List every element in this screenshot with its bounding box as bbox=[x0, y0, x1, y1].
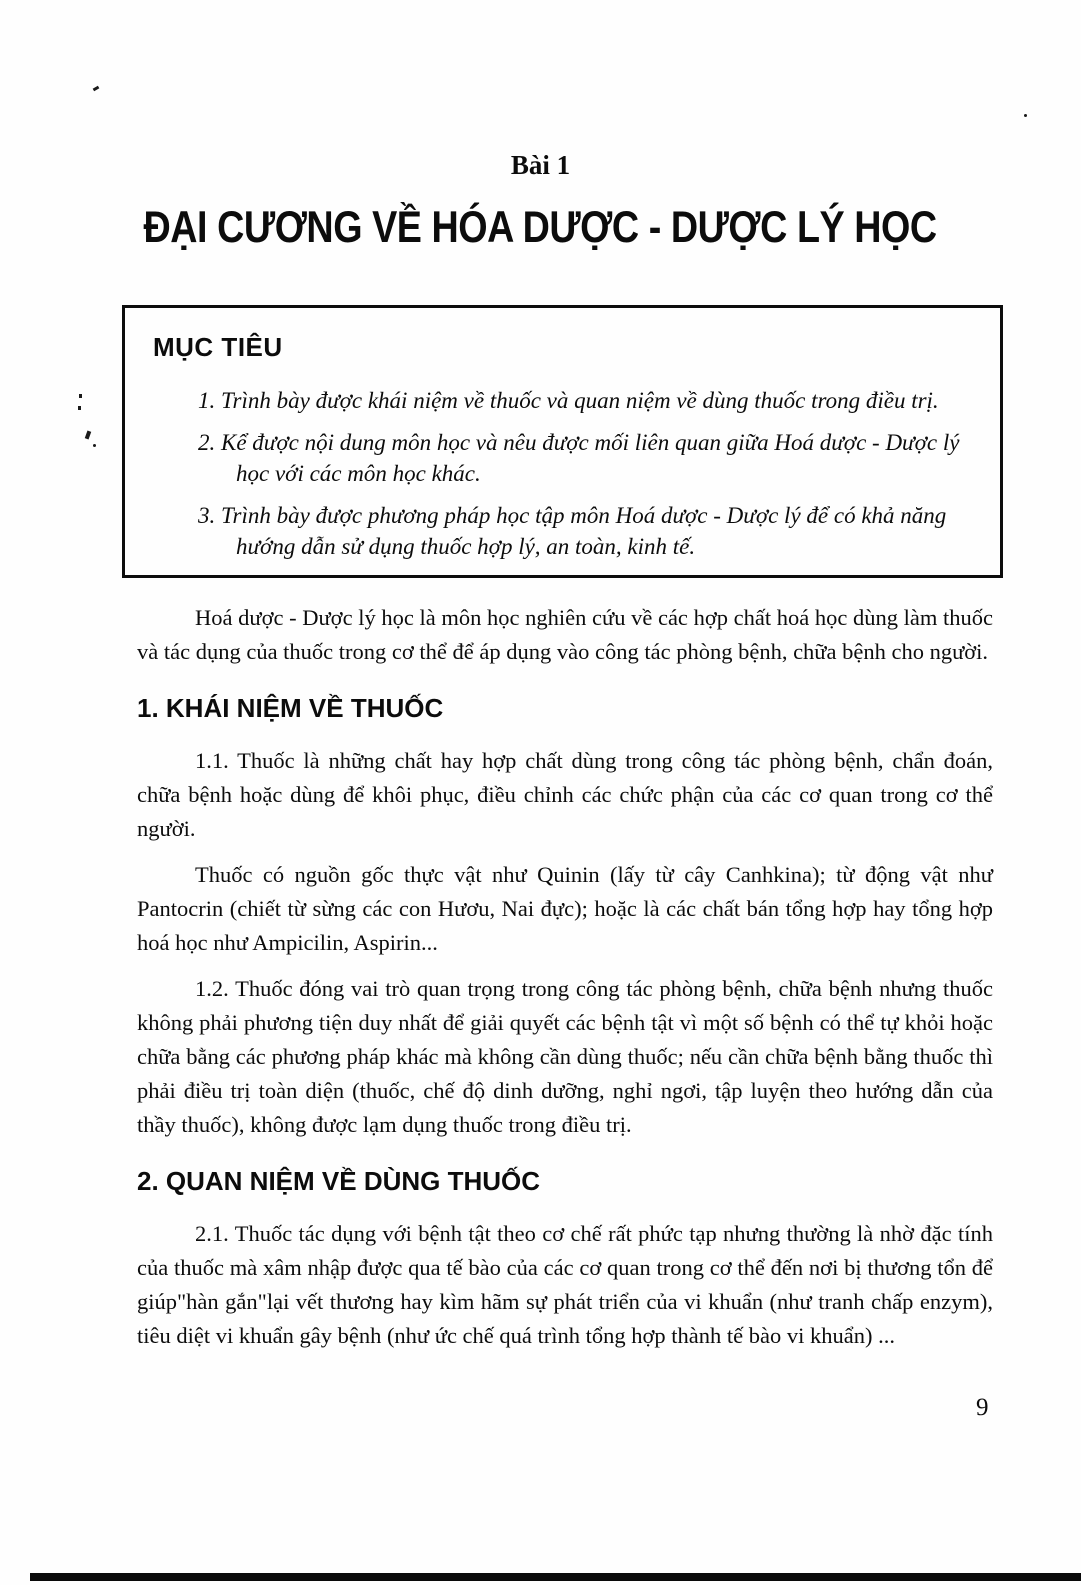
section-1-heading: 1. KHÁI NIỆM VỀ THUỐC bbox=[137, 693, 444, 723]
scan-artifact bbox=[93, 86, 100, 92]
lesson-number: Bài 1 bbox=[510, 150, 571, 180]
scan-artifact bbox=[79, 394, 82, 398]
scan-edge-bar bbox=[30, 1573, 1081, 1581]
intro-paragraph: Hoá dược - Dược lý học là môn học nghiên cứu về các hợp chất hoá học dùng làm thuốc và tác dụng của thuốc trong cơ thể để áp dụng vào công tác phòng bệnh, chữa bệnh cho người. bbox=[137, 605, 993, 664]
objectives-box bbox=[122, 305, 1003, 578]
objective-item: 2. Kể được nội dung môn học và nêu được mối liên quan giữa Hoá dược - Dược lý học với các môn học khác. bbox=[198, 430, 960, 486]
page-number: 9 bbox=[976, 1394, 989, 1421]
objectives-list bbox=[198, 385, 970, 562]
section-2-heading: 2. QUAN NIỆM VỀ DÙNG THUỐC bbox=[137, 1166, 541, 1196]
scan-artifact bbox=[1024, 114, 1027, 117]
paragraph-1-2: 1.2. Thuốc đóng vai trò quan trọng trong công tác phòng bệnh, chữa bệnh nhưng thuốc không phải phương tiện duy nhất để giải quyết các bệnh tật vì một số bệnh có thể tự khỏi hoặc chữa bằng các phương pháp khác mà không cần dùng thuốc; nếu cần chữa bệnh bằng thuốc thì phải điều trị toàn diện (thuốc, chế độ dinh dưỡng, nghỉ ngơi, tập luyện theo hướng dẫn của thầy thuốc), không được lạm dụng thuốc trong điều trị. bbox=[137, 976, 993, 1137]
objective-item: 3. Trình bày được phương pháp học tập môn Hoá dược - Dược lý để có khả năng hướng dẫn sử dụng thuốc hợp lý, an toàn, kinh tế. bbox=[198, 503, 947, 559]
page-title-text: ĐẠI CƯƠNG VỀ HÓA DƯỢC - DƯỢC LÝ HỌC bbox=[143, 202, 938, 252]
objectives-heading: MỤC TIÊU bbox=[153, 332, 283, 362]
page-body bbox=[137, 601, 993, 1365]
scan-artifact bbox=[78, 406, 81, 410]
paragraph-drug-sources: Thuốc có nguồn gốc thực vật như Quinin (lấy từ cây Canhkina); từ động vật như Pantocrin (chiết từ sừng các con Hươu, Nai đực); hoặc là các chất bán tổng hợp hay tổng hợp hoá học như Ampicilin, Aspirin... bbox=[137, 862, 993, 955]
page-title bbox=[0, 204, 1081, 251]
scan-artifact bbox=[85, 431, 91, 440]
scan-artifact bbox=[93, 444, 96, 447]
paragraph-2-1: 2.1. Thuốc tác dụng với bệnh tật theo cơ chế rất phức tạp nhưng thường là nhờ đặc tính của thuốc mà xâm nhập được qua tế bào của các cơ quan trong cơ thể đến nơi bị thương tổn để giúp"hàn gắn"lại vết thương hay kìm hãm sự phát triển của vi khuẩn (như tranh chấp enzym), tiêu diệt vi khuẩn gây bệnh (như ức chế quá trình tổng hợp thành tế bào vi khuẩn) ... bbox=[137, 1221, 993, 1348]
paragraph-1-1: 1.1. Thuốc là những chất hay hợp chất dùng trong công tác phòng bệnh, chẩn đoán, chữa bệnh hoặc dùng để khôi phục, điều chỉnh các chức phận của các cơ quan trong cơ thể người. bbox=[137, 748, 993, 841]
objective-item: 1. Trình bày được khái niệm về thuốc và quan niệm về dùng thuốc trong điều trị. bbox=[198, 388, 939, 413]
